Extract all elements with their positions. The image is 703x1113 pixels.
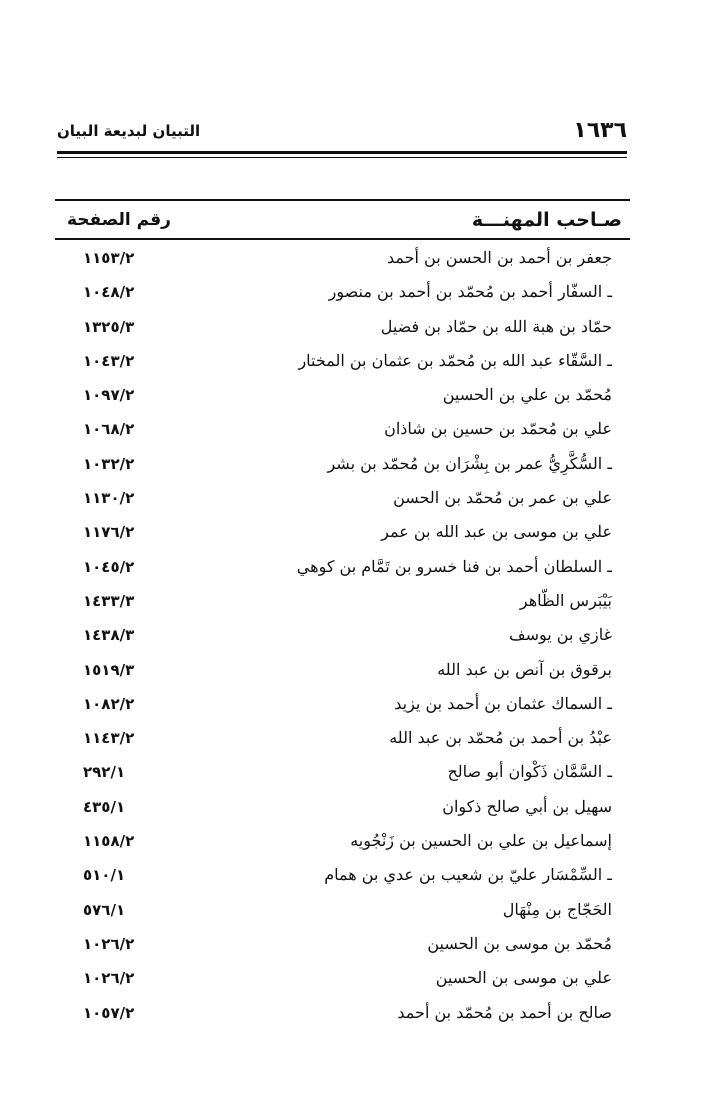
owner-name: غازي بن يوسف [509,625,612,645]
page-reference: ١٠٤٥/٢ [83,557,135,576]
page-reference: ١٠٤٣/٢ [83,351,135,370]
table-row [55,483,630,517]
table-row [55,243,630,277]
owner-name: علي بن موسى بن الحسين [435,968,612,988]
table-row [55,826,630,860]
table-row [55,312,630,346]
table-row [55,586,630,620]
owner-name: جعفر بن أحمد بن الحسن بن أحمد [386,248,612,267]
column-header-owner: صـاحب المهنـــة [471,209,622,231]
column-header-page: رقم الصفحة [67,210,171,230]
table-row [55,346,630,380]
owner-name: ـ السَّمَّان ذَكْوان أبو صالح [447,762,612,782]
table-row [55,757,630,791]
page-reference: ٢٩٢/١ [83,763,126,782]
table-row [55,929,630,963]
page-reference: ٥٧٦/١ [83,900,126,919]
page-reference: ١٠٦٨/٢ [83,420,135,439]
page-reference: ١٠٢٦/٢ [83,934,135,953]
page-reference: ١٣٢٥/٣ [83,317,135,336]
owner-name: صالح بن أحمد بن مُحمّد بن أحمد [397,1002,612,1022]
owner-name: برقوق بن آنص بن عبد الله [437,659,612,679]
page-reference: ١٠٢٦/٢ [83,969,135,988]
page-reference: ١١٣٠/٢ [83,489,135,508]
table-row [55,655,630,689]
owner-name: سهيل بن أبي صالح ذكوان [442,796,612,816]
page-reference: ١١٤٣/٢ [83,729,135,748]
page-reference: ٥١٠/١ [83,866,126,885]
table-row [55,963,630,997]
table-row [55,792,630,826]
owner-name: ـ السماك عثمان بن أحمد بن يزيد [394,693,612,713]
owner-name: عبْدُ بن أحمد بن مُحمّد بن عبد الله [389,728,612,748]
owner-name: علي بن مُحمّد بن حسين بن شاذان [384,419,612,439]
page-reference: ١١٧٦/٢ [83,523,135,542]
owner-name: مُحمّد بن موسى بن الحسين [427,933,612,953]
owner-name: حمّاد بن هبة الله بن حمّاد بن فضيل [380,316,612,336]
table-row [55,895,630,929]
owner-name: ـ السلطان أحمد بن فنا خسرو بن تَمَّام بن كوهي [296,556,612,576]
page-reference: ١٠٩٧/٢ [83,386,135,405]
page-reference: ١٠٥٧/٢ [83,1003,135,1022]
table-body [55,243,630,1032]
owner-name: الحَجّاج بن مِنْهَال [502,899,612,919]
owner-name: ـ السِّمْسَار عليّ بن شعيب بن عدي بن همام [324,865,612,885]
table-row [55,414,630,448]
owner-name: إسماعيل بن علي بن الحسين بن زَنْجُويه [350,831,612,851]
table-row [55,449,630,483]
table-row [55,517,630,551]
owner-name: ـ السَّقّاء عبد الله بن مُحمّد بن عثمان بن المختار [298,350,612,370]
owner-name: علي بن عمر بن مُحمّد بن الحسن [393,488,612,508]
page-reference: ١٥١٩/٣ [83,660,135,679]
table-row [55,689,630,723]
page-header [57,118,627,146]
table-row [55,380,630,414]
table-row [55,723,630,757]
table-row [55,998,630,1032]
table-row [55,552,630,586]
page-reference: ١٠٣٢/٢ [83,454,135,473]
book-title: التبيان لبديعة البيان [57,122,201,140]
owner-name: بَيْبَرس الظّاهر [519,590,612,610]
table-row [55,860,630,894]
table-row [55,277,630,311]
page-reference: ١١٥٣/٢ [83,249,135,267]
owner-name: مُحمّد بن علي بن الحسين [442,385,612,405]
page-reference: ١٠٨٢/٢ [83,694,135,713]
page-reference: ١٠٤٨/٢ [83,283,135,302]
header-rule-thin [57,157,627,158]
page-reference: ١٤٣٨/٣ [83,626,135,645]
page-reference: ٤٣٥/١ [83,797,126,816]
page-reference: ١١٥٨/٢ [83,832,135,851]
table-header-rule [55,238,630,240]
owner-name: علي بن موسى بن عبد الله بن عمر [381,522,612,542]
table-column-headers [55,203,630,237]
header-rule [57,151,627,154]
page-number: ١٦٣٦ [573,118,627,143]
table-row [55,620,630,654]
owner-name: ـ السفّار أحمد بن مُحمّد بن أحمد بن منصور [328,282,612,302]
owner-name: ـ السُّكَّرِيُّ عمر بن بِشْرَان بن مُحمّد بن بشر [327,453,612,473]
page-reference: ١٤٣٣/٣ [83,591,135,610]
table-top-rule [55,199,630,201]
